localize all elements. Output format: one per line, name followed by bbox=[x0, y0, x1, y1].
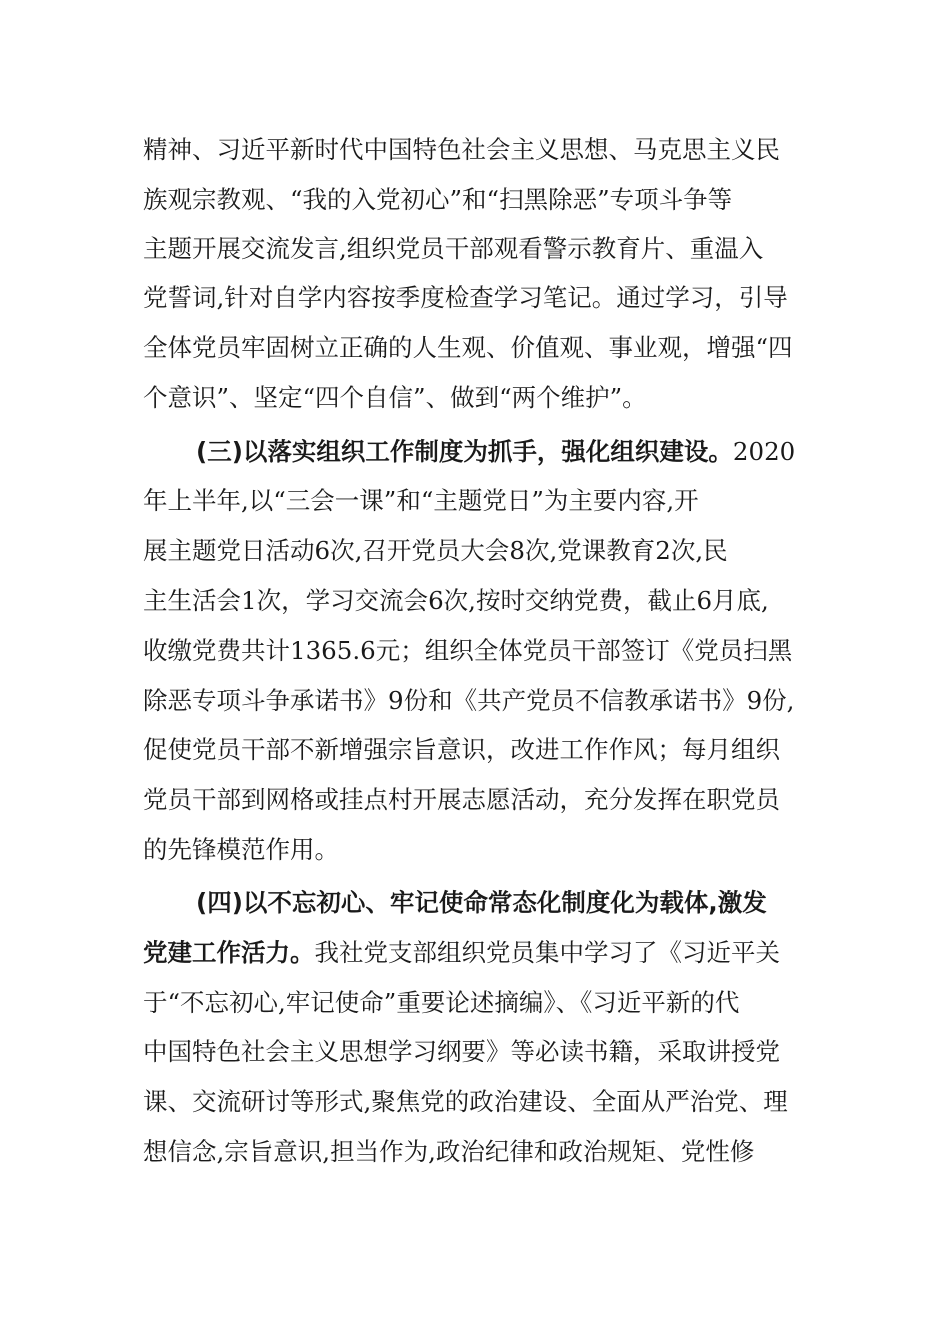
paragraph-line: 展主题党日活动6次,召开党员大会8次,党课教育2次,民 bbox=[143, 536, 728, 565]
paragraph-line: 精神、习近平新时代中国特色社会主义思想、马克思主义民 bbox=[143, 135, 780, 164]
section-4-second-line bbox=[143, 933, 813, 973]
paragraph-line: 主题开展交流发言,组织党员干部观看警示教育片、重温入 bbox=[143, 234, 764, 263]
paragraph-line: 的先锋模范作用。 bbox=[143, 835, 339, 864]
paragraph-line: 主生活会1次，学习交流会6次,按时交纳党费，截止6月底, bbox=[143, 586, 769, 615]
section-4-heading-tail: 我社党支部组织党员集中学习了《习近平关 bbox=[314, 938, 780, 967]
section-3-first-line bbox=[196, 432, 813, 472]
paragraph-line: 促使党员干部不新增强宗旨意识，改进工作作风；每月组织 bbox=[143, 735, 780, 764]
paragraph-line: 全体党员牢固树立正确的人生观、价值观、事业观，增强“四 bbox=[143, 333, 793, 362]
section-4-heading-line2: 党建工作活力。 bbox=[143, 938, 315, 967]
paragraph-line: 党誓词,针对自学内容按季度检查学习笔记。通过学习，引导 bbox=[143, 283, 788, 312]
paragraph-line: 年上半年,以“三会一课”和“主题党日”为主要内容,开 bbox=[143, 486, 699, 515]
paragraph-line: 个意识”、坚定“四个自信”、做到“两个维护”。 bbox=[143, 383, 647, 412]
paragraph-line: 于“不忘初心,牢记使命”重要论述摘编》、《习近平新的代 bbox=[143, 988, 740, 1017]
section-4-heading-line1: (四)以不忘初心、牢记使命常态化制度化为载体,激发 bbox=[196, 888, 767, 917]
paragraph-line: 除恶专项斗争承诺书》9份和《共产党员不信教承诺书》9份, bbox=[143, 686, 795, 715]
paragraph-line: 中国特色社会主义思想学习纲要》等必读书籍，采取讲授党 bbox=[143, 1037, 780, 1066]
paragraph-line: 想信念,宗旨意识,担当作为,政治纪律和政治规矩、党性修 bbox=[143, 1137, 755, 1166]
section-3-heading-tail: 2020 bbox=[732, 437, 796, 466]
section-3-heading: (三)以落实组织工作制度为抓手，强化组织建设。 bbox=[196, 437, 733, 466]
paragraph-line: 收缴党费共计1365.6元；组织全体党员干部签订《党员扫黑 bbox=[143, 636, 793, 665]
paragraph-line: 党员干部到网格或挂点村开展志愿活动，充分发挥在职党员 bbox=[143, 785, 780, 814]
paragraph-line: 族观宗教观、“我的入党初心”和“扫黑除恶”专项斗争等 bbox=[143, 185, 733, 214]
paragraph-line: 课、交流研讨等形式,聚焦党的政治建设、全面从严治党、理 bbox=[143, 1087, 788, 1116]
